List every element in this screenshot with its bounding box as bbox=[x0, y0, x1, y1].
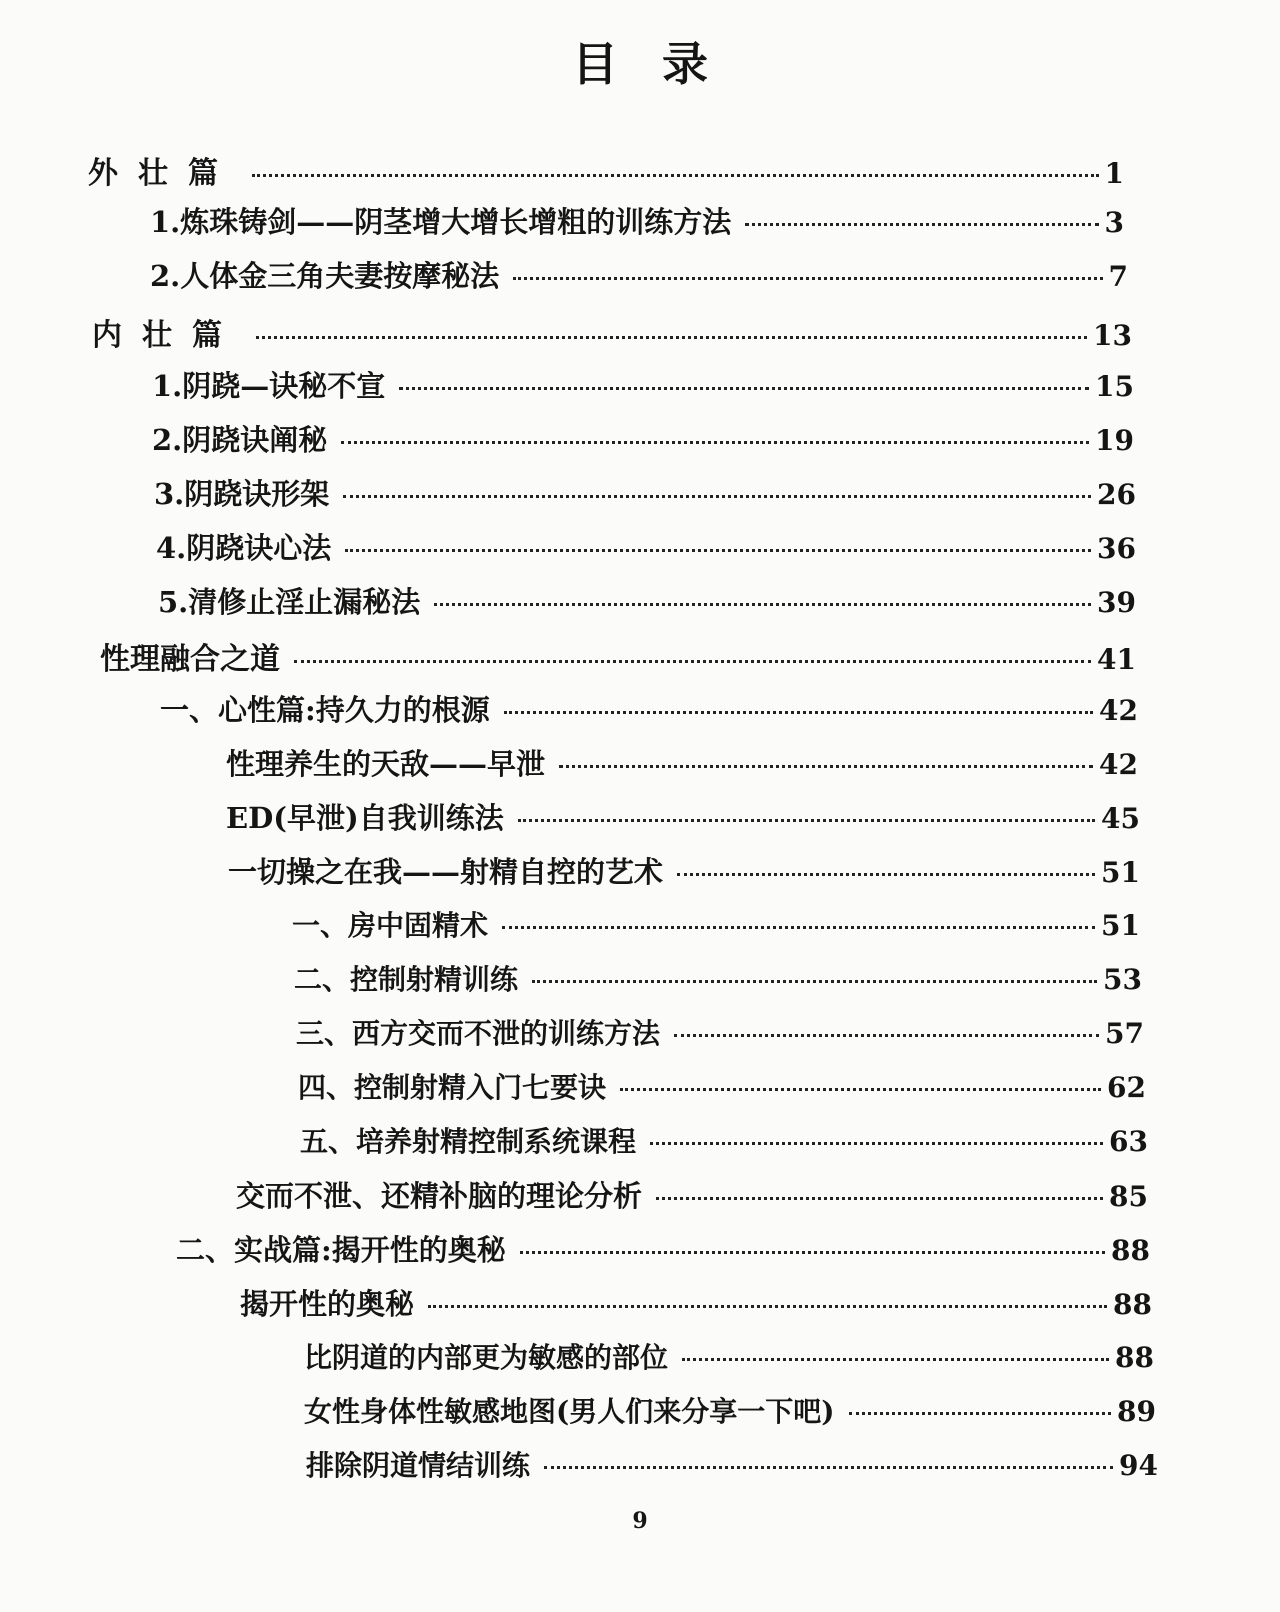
toc-entry-page: 19 bbox=[1095, 424, 1134, 457]
toc-entry bbox=[150, 200, 1124, 241]
toc-entry-label: 女性身体性敏感地图(男人们来分享一下吧) bbox=[304, 1395, 835, 1428]
toc-entry bbox=[296, 1012, 1144, 1052]
dot-leader bbox=[256, 336, 1087, 339]
dot-leader bbox=[252, 174, 1099, 177]
toc-entry bbox=[226, 796, 1140, 837]
dot-leader bbox=[674, 1034, 1099, 1037]
toc-entry-label: 一、房中固精术 bbox=[292, 909, 489, 942]
toc-entry-label: 二、实战篇:揭开性的奥秘 bbox=[176, 1233, 506, 1267]
toc-entry bbox=[100, 634, 1136, 678]
dot-leader bbox=[544, 1466, 1113, 1469]
toc-entry bbox=[294, 958, 1142, 998]
toc-entry-page: 13 bbox=[1093, 319, 1132, 352]
toc-entry-page: 7 bbox=[1108, 260, 1128, 293]
toc-entry-page: 94 bbox=[1119, 1449, 1158, 1482]
dot-leader bbox=[343, 495, 1091, 498]
toc-entry bbox=[226, 742, 1138, 783]
toc-entry-page: 39 bbox=[1097, 586, 1136, 619]
toc-entry-label: 二、控制射精训练 bbox=[294, 963, 519, 996]
toc-entry-label: 三、西方交而不泄的训练方法 bbox=[296, 1017, 661, 1050]
toc-entry-label: 交而不泄、还精补脑的理论分析 bbox=[236, 1179, 643, 1213]
toc-entry bbox=[156, 526, 1136, 567]
toc-entry bbox=[160, 688, 1138, 729]
toc-entry-label: 四、控制射精入门七要诀 bbox=[298, 1071, 607, 1104]
toc-entry bbox=[304, 1390, 1156, 1430]
toc-entry bbox=[152, 418, 1134, 459]
dot-leader bbox=[650, 1142, 1103, 1145]
toc-entry-page: 57 bbox=[1105, 1017, 1144, 1050]
dot-leader bbox=[504, 711, 1093, 714]
dot-leader bbox=[518, 819, 1095, 822]
toc-entry bbox=[292, 904, 1140, 944]
toc-entry-label: 1.炼珠铸剑——阴茎增大增长增粗的训练方法 bbox=[150, 205, 732, 239]
page-title: 目录 bbox=[572, 37, 752, 91]
toc-entry-page: 45 bbox=[1101, 802, 1140, 835]
dot-leader bbox=[849, 1412, 1112, 1415]
toc-entry-label: 4.阴跷诀心法 bbox=[156, 531, 332, 565]
toc-entry-page: 51 bbox=[1101, 909, 1140, 942]
toc-entry-label: 性理养生的天敌——早泄 bbox=[226, 747, 546, 781]
toc-entry-page: 53 bbox=[1103, 963, 1142, 996]
toc-entry-label: ED(早泄)自我训练法 bbox=[226, 801, 504, 835]
toc-entry bbox=[92, 310, 1132, 354]
toc-entry bbox=[304, 1336, 1154, 1376]
toc-entry-page: 1 bbox=[1104, 157, 1124, 190]
toc-entry bbox=[176, 1228, 1150, 1269]
toc-entry bbox=[298, 1066, 1146, 1106]
toc-entry bbox=[306, 1444, 1158, 1484]
dot-leader bbox=[502, 926, 1095, 929]
page-number: 9 bbox=[632, 1508, 648, 1534]
toc-entry bbox=[240, 1282, 1152, 1323]
toc-entry-label: 比阴道的内部更为敏感的部位 bbox=[304, 1341, 669, 1374]
dot-leader bbox=[345, 549, 1091, 552]
dot-leader bbox=[532, 980, 1097, 983]
dot-leader bbox=[656, 1197, 1103, 1200]
toc-entry-label: 外壮篇 bbox=[88, 156, 238, 191]
toc-entry bbox=[236, 1174, 1148, 1215]
toc-entry bbox=[158, 580, 1136, 621]
toc-entry-page: 15 bbox=[1095, 370, 1134, 403]
toc-entry-label: 1.阴跷—诀秘不宣 bbox=[152, 369, 386, 403]
toc-entry-page: 42 bbox=[1099, 694, 1138, 727]
toc-entry bbox=[228, 850, 1140, 891]
toc-entry-label: 一、心性篇:持久力的根源 bbox=[160, 693, 490, 727]
dot-leader bbox=[434, 603, 1091, 606]
dot-leader bbox=[745, 223, 1098, 226]
toc-entry-label: 2.人体金三角夫妻按摩秘法 bbox=[150, 259, 500, 293]
toc-entry-label: 排除阴道情结训练 bbox=[306, 1449, 531, 1482]
dot-leader bbox=[559, 765, 1093, 768]
toc-entry-label: 5.清修止淫止漏秘法 bbox=[158, 585, 421, 619]
toc-entry-page: 89 bbox=[1117, 1395, 1156, 1428]
toc-entry-page: 51 bbox=[1101, 856, 1140, 889]
toc-entry-label: 一切操之在我——射精自控的艺术 bbox=[228, 855, 664, 889]
toc-entry-label: 2.阴跷诀阐秘 bbox=[152, 423, 328, 457]
toc-entry-page: 36 bbox=[1097, 532, 1136, 565]
toc-entry-page: 88 bbox=[1115, 1341, 1154, 1374]
dot-leader bbox=[294, 660, 1091, 663]
dot-leader bbox=[428, 1305, 1107, 1308]
toc-entry-page: 88 bbox=[1113, 1288, 1152, 1321]
toc-entry-page: 63 bbox=[1109, 1125, 1148, 1158]
dot-leader bbox=[620, 1088, 1101, 1091]
dot-leader bbox=[399, 387, 1089, 390]
toc-entry bbox=[300, 1120, 1148, 1160]
toc-entry-label: 揭开性的奥秘 bbox=[240, 1287, 415, 1321]
toc-entry-page: 3 bbox=[1104, 206, 1124, 239]
toc-entry-label: 五、培养射精控制系统课程 bbox=[300, 1125, 637, 1158]
toc-entry-page: 26 bbox=[1097, 478, 1136, 511]
dot-leader bbox=[520, 1251, 1105, 1254]
toc-entry-page: 85 bbox=[1109, 1180, 1148, 1213]
toc-entry-label: 3.阴跷诀形架 bbox=[154, 477, 330, 511]
toc-entry-label: 性理融合之道 bbox=[100, 642, 280, 677]
toc-entry bbox=[152, 364, 1134, 405]
toc-entry-page: 42 bbox=[1099, 748, 1138, 781]
dot-leader bbox=[677, 873, 1095, 876]
toc-entry-page: 62 bbox=[1107, 1071, 1146, 1104]
dot-leader bbox=[682, 1358, 1109, 1361]
toc-entry-page: 41 bbox=[1097, 643, 1136, 676]
dot-leader bbox=[513, 277, 1102, 280]
toc-entry-label: 内壮篇 bbox=[92, 318, 242, 353]
dot-leader bbox=[341, 441, 1089, 444]
toc-entry bbox=[150, 254, 1128, 295]
toc-entry-page: 88 bbox=[1111, 1234, 1150, 1267]
toc-entry bbox=[88, 148, 1124, 192]
toc-entry bbox=[154, 472, 1136, 513]
